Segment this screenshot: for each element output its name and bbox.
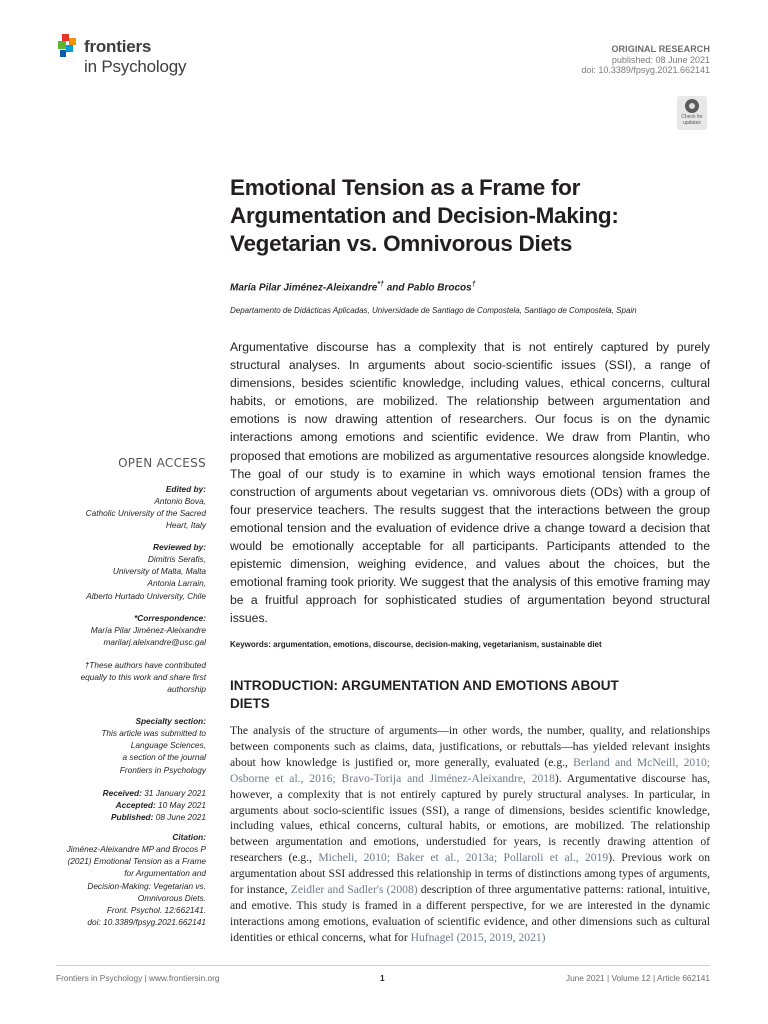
title-line: Vegetarian vs. Omnivorous Diets [230,231,573,256]
author-conjunction: and [383,282,408,294]
citation-section [67,832,206,928]
section-heading-introduction [230,677,690,712]
affiliation: Departamento de Didácticas Aplicadas, Universidade de Santiago de Compostela, Santiago de Compostela, Spain [230,306,637,315]
author-list [230,281,476,293]
citation-line: for Argumentation and [124,868,206,879]
citation-link[interactable]: Berland and McNeill, 2010; Osborne et al., 2016; Bravo-Torija and Jiménez-Aleixandre, 2018 [230,755,710,785]
title-line: Emotional Tension as a Frame for [230,175,581,200]
citation-link[interactable]: Micheli, 2010; Baker et al., 2013a; Pollaroli et al., 2019 [318,851,609,865]
correspondence-section [91,613,206,648]
specialty-label: Specialty section: [135,716,206,726]
heading-line: DIETS [230,695,270,711]
dates-section [103,787,206,824]
check-for-updates-badge[interactable] [677,96,707,130]
title-line: Argumentation and Decision-Making: [230,203,619,228]
author-name[interactable]: María Pilar Jiménez-Aleixandre [230,282,378,294]
accepted-label: Accepted: [115,800,156,811]
open-access-label: OPEN ACCESS [118,456,206,470]
frontiers-logo-icon [56,34,80,58]
citation-doi[interactable]: doi: 10.3389/fpsyg.2021.662141 [87,917,206,928]
note-line: †These authors have contributed [84,660,206,670]
editor-line: Catholic University of the Sacred [85,508,206,519]
intro-paragraph [230,723,710,946]
body-text: description of three argumentative patterns: rational, intuitive, and emotive. This study is framed in a different perspective, for we are interested in the dynamic interactions among emotions, evaluation of scientific evidence, and other dimensions such as cultural identities or ethical concerns, what for [230,883,711,944]
received-label: Received: [102,788,142,798]
author-name[interactable]: Pablo Brocos [407,282,472,294]
received-date [103,787,206,799]
body-text: ). Argumentative discourse has, however, a complexity that is not entirely captured by purely structural analyses. In particular, in arguments about socio-scientific issues (SSI), a range of dimensions, besides scientific knowledge, including values, ethical concerns, cultural habits, or emotions, are mobilized. The relationship between argumentation and emotions, understudied for years, is recently drawing attention of researchers (e.g., [230,771,710,865]
specialty-line: a section of the journal [122,752,206,763]
article-type: ORIGINAL RESEARCH [611,44,710,54]
article-doi[interactable]: doi: 10.3389/fpsyg.2021.662141 [581,65,710,75]
citation-line: (2021) Emotional Tension as a Frame [67,856,206,867]
journal-logo[interactable] [56,34,206,80]
abstract: Argumentative discourse has a complexity that is not entirely captured by purely structural analyses. In arguments about socio-scientific issues (SSI), a range of dimensions, besides scientific knowledge, including values, ethical concerns, cultural habits, or emotions, are mobilized. The relationship between argumentation and emotions is now drawing attention of researchers. Our focus is on the dynamic interactions among emotions and scientific evidence. We draw from Plantin, who proposed that emotions are mobilized as argumentative resources alongside knowledge. The goal of our study is to examine in which ways emotional tension frames the construction of arguments about vegetarian vs. omnivorous diets (ODs) with a group of four preservice teachers. The results suggest that the interactions between the group emotional tension and the evaluation of evidence drive a change toward a decision that would be emotionally acceptable for all participants. Participants attended to the epistemic dimension, weighing evidence, and values about the choices, but the emotional framing took priority. We suggest that the analysis of this emotive framing may be a fruitful approach for sophisticated studies of argumentation beyond structural issues. [230,340,710,626]
check-updates-label: Check for updates [681,114,703,126]
reviewer-line: Alberto Hurtado University, Chile [86,590,206,601]
correspondence-label: *Correspondence: [134,613,206,623]
received-value: 31 January 2021 [141,788,206,798]
accepted-date [103,799,206,811]
specialty-line: Frontiers in Psychology [119,764,206,775]
author-marks: *† [377,281,384,288]
contribution-note [81,659,206,696]
page-number: 1 [380,973,385,983]
logo-text-frontiers: frontiers [84,37,152,56]
correspondence-name: María Pilar Jiménez-Aleixandre [90,625,206,635]
body-text: ). Previous work on argumentation about SSI addressed this relationship in terms of distinctions among types of arguments, for instance, [230,851,710,897]
published-date-side [103,811,206,823]
keywords-list: argumentation, emotions, discourse, decision-making, vegetarianism, sustainable diet [270,640,602,649]
editor-line: Heart, Italy [165,520,206,531]
reviewer-line: University of Malta, Malta [112,566,206,577]
reviewer-line[interactable]: Antonia Larrain, [147,578,206,589]
logo-text-journal: in Psychology [84,57,187,76]
body-text: The analysis of the structure of arguments—in other words, the number, quality, and relationships between components such as claims, data, justifications, or rebuttals—has yielded relevant insights about how knowledge is justified or, more generally, evaluated (e.g., [230,724,710,769]
citation-line: Front. Psychol. 12:662141. [106,905,206,916]
edited-by-label: Edited by: [165,484,206,494]
footer-journal[interactable]: Frontiers in Psychology | www.frontiersin.org [56,973,220,983]
note-line: authorship [167,684,206,695]
published-value: 08 June 2021 [153,812,206,823]
reviewed-by-section [86,542,206,602]
heading-line: INTRODUCTION: ARGUMENTATION AND EMOTIONS ABOUT [230,678,619,693]
note-line: equally to this work and share first [80,672,206,683]
published-label: Published: [110,812,154,823]
keywords [230,640,602,649]
citation-line: Jiménez-Aleixandre MP and Brocos P [66,844,206,854]
specialty-line: This article was submitted to [101,728,206,738]
keywords-label: Keywords: [230,640,271,649]
correspondence-email[interactable]: marilarj.aleixandre@usc.gal [103,637,206,648]
specialty-section [101,716,206,776]
citation-link[interactable]: Zeidler and Sadler's (2008) [290,883,418,897]
published-date: published: 08 June 2021 [611,54,710,65]
footer-issue: June 2021 | Volume 12 | Article 662141 [565,973,710,983]
reviewed-by-label: Reviewed by: [152,542,206,552]
article-title [230,174,730,258]
check-updates-icon [685,99,699,113]
citation-line: Decision-Making: Vegetarian vs. [87,880,206,891]
article-meta [581,44,710,76]
reviewer-line[interactable]: Dimitris Serafis, [147,554,206,564]
author-marks: † [471,281,476,288]
accepted-value: 10 May 2021 [155,800,206,811]
specialty-line: Language Sciences, [130,740,206,751]
editor-line[interactable]: Antonio Bova, [154,496,206,506]
citation-label: Citation: [172,832,206,842]
edited-by-section [86,484,206,532]
footer-divider [56,965,710,966]
citation-line: Omnivorous Diets. [137,892,206,903]
citation-link[interactable]: Hufnagel (2015, 2019, 2021) [410,930,546,944]
